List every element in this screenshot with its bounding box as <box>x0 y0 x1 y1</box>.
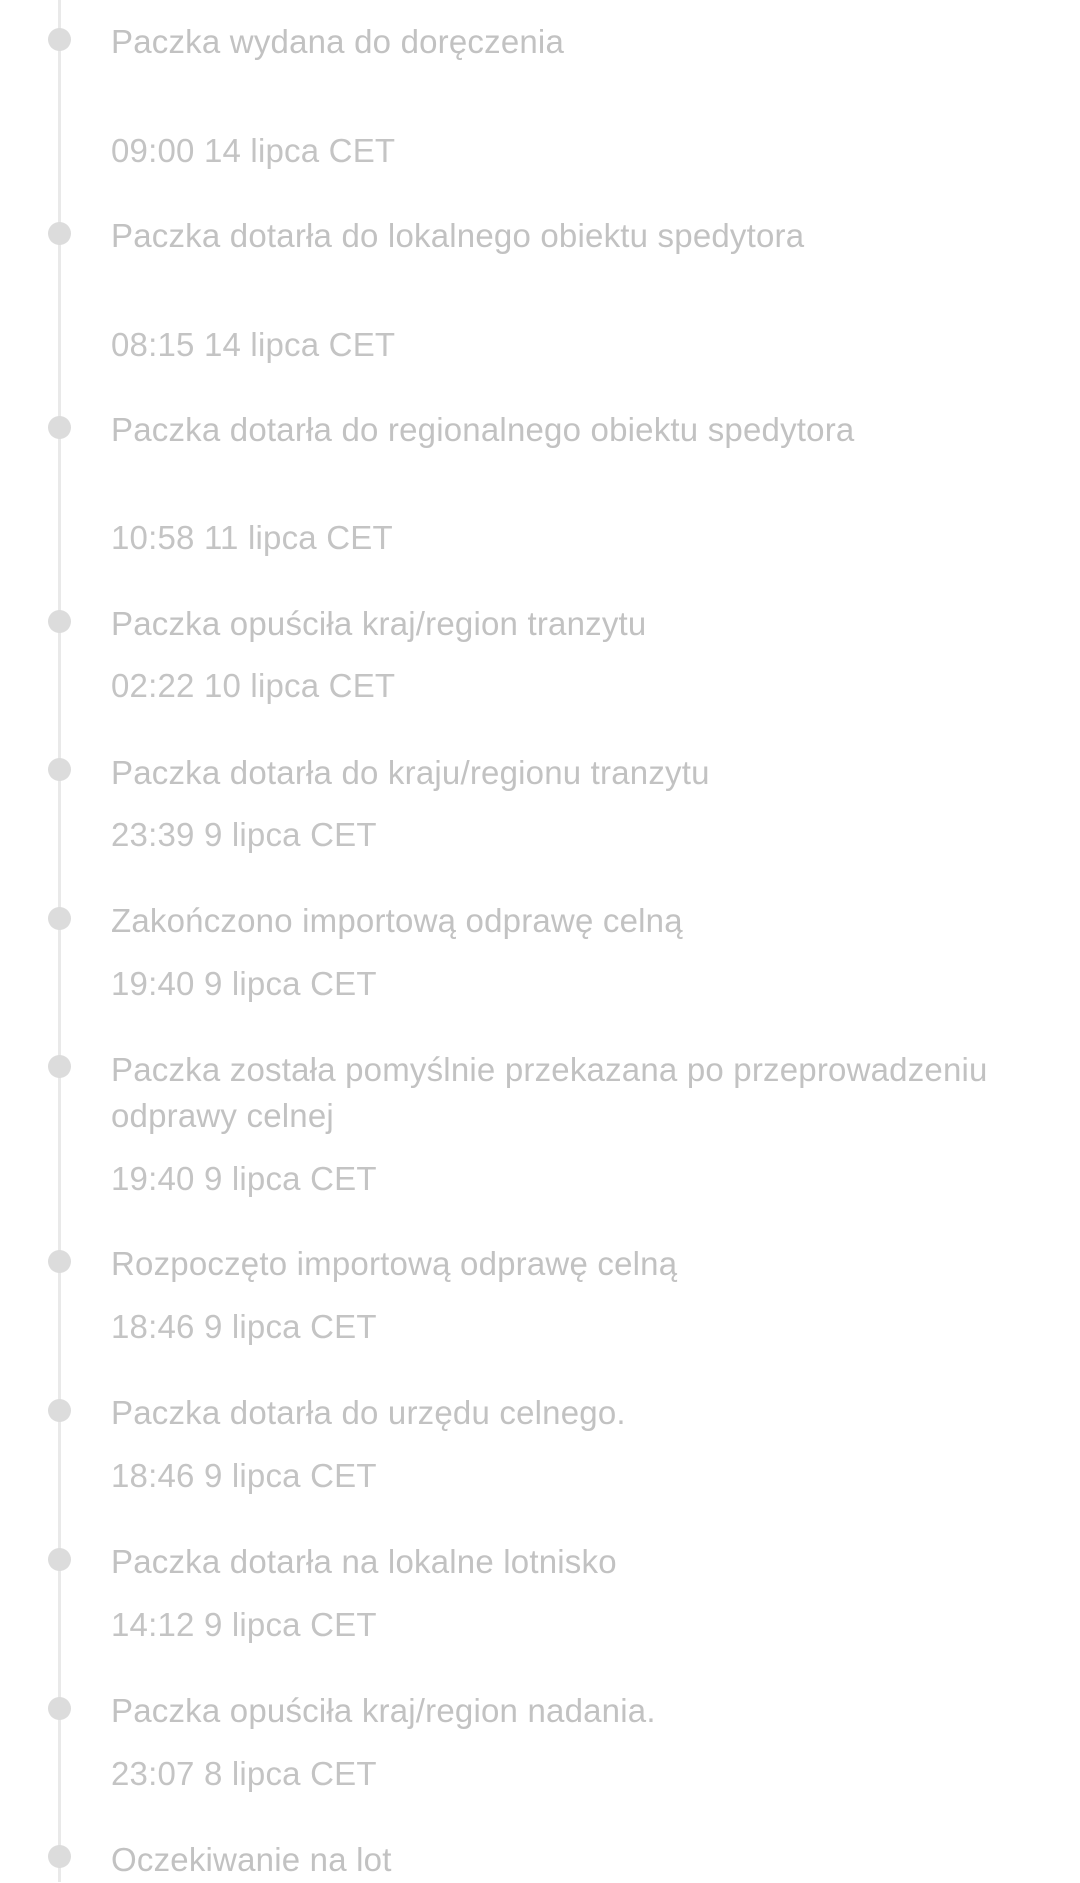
timeline-dot <box>48 758 71 781</box>
event-time: 23:39 9 lipca CET <box>111 816 377 853</box>
event-title: Paczka opuściła kraj/region nadania. <box>111 1692 656 1729</box>
event-title: Rozpoczęto importową odprawę celną <box>111 1245 678 1282</box>
event-title: Paczka opuściła kraj/region tranzytu <box>111 605 647 642</box>
event-title: Oczekiwanie na lot <box>111 1841 392 1878</box>
timeline-dot <box>48 907 71 930</box>
event-title: Zakończono importową odprawę celną <box>111 902 683 939</box>
event-time: 18:46 9 lipca CET <box>111 1457 377 1494</box>
event-time: 19:40 9 lipca CET <box>111 965 377 1002</box>
timeline-dot <box>48 1055 71 1078</box>
timeline-dot <box>48 1548 71 1571</box>
timeline-dot <box>48 1697 71 1720</box>
event-title: Paczka dotarła do lokalnego obiektu spedytora <box>111 217 805 254</box>
event-time: 09:00 14 lipca CET <box>111 132 396 169</box>
timeline-line <box>58 0 61 1882</box>
timeline-dot <box>48 416 71 439</box>
event-time: 10:58 11 lipca CET <box>111 519 393 556</box>
event-time: 14:12 9 lipca CET <box>111 1606 377 1643</box>
event-title: Paczka dotarła na lokalne lotnisko <box>111 1543 617 1580</box>
timeline-dot <box>48 1250 71 1273</box>
event-title: Paczka dotarła do regionalnego obiektu spedytora <box>111 411 855 448</box>
event-title: Paczka dotarła do urzędu celnego. <box>111 1394 626 1431</box>
event-time: 08:15 14 lipca CET <box>111 326 396 363</box>
timeline-dot <box>48 222 71 245</box>
timeline-dot <box>48 1399 71 1422</box>
event-time: 02:22 10 lipca CET <box>111 667 396 704</box>
event-title: Paczka dotarła do kraju/regionu tranzytu <box>111 754 710 791</box>
event-title: Paczka została pomyślnie przekazana po przeprowadzeniu odprawy celnej <box>111 1051 988 1134</box>
timeline-dot <box>48 28 71 51</box>
event-time: 18:46 9 lipca CET <box>111 1308 377 1345</box>
event-time: 19:40 9 lipca CET <box>111 1160 377 1197</box>
timeline-dot <box>48 1845 71 1868</box>
event-time: 23:07 8 lipca CET <box>111 1755 377 1792</box>
event-title: Paczka wydana do doręczenia <box>111 23 565 60</box>
timeline-dot <box>48 610 71 633</box>
